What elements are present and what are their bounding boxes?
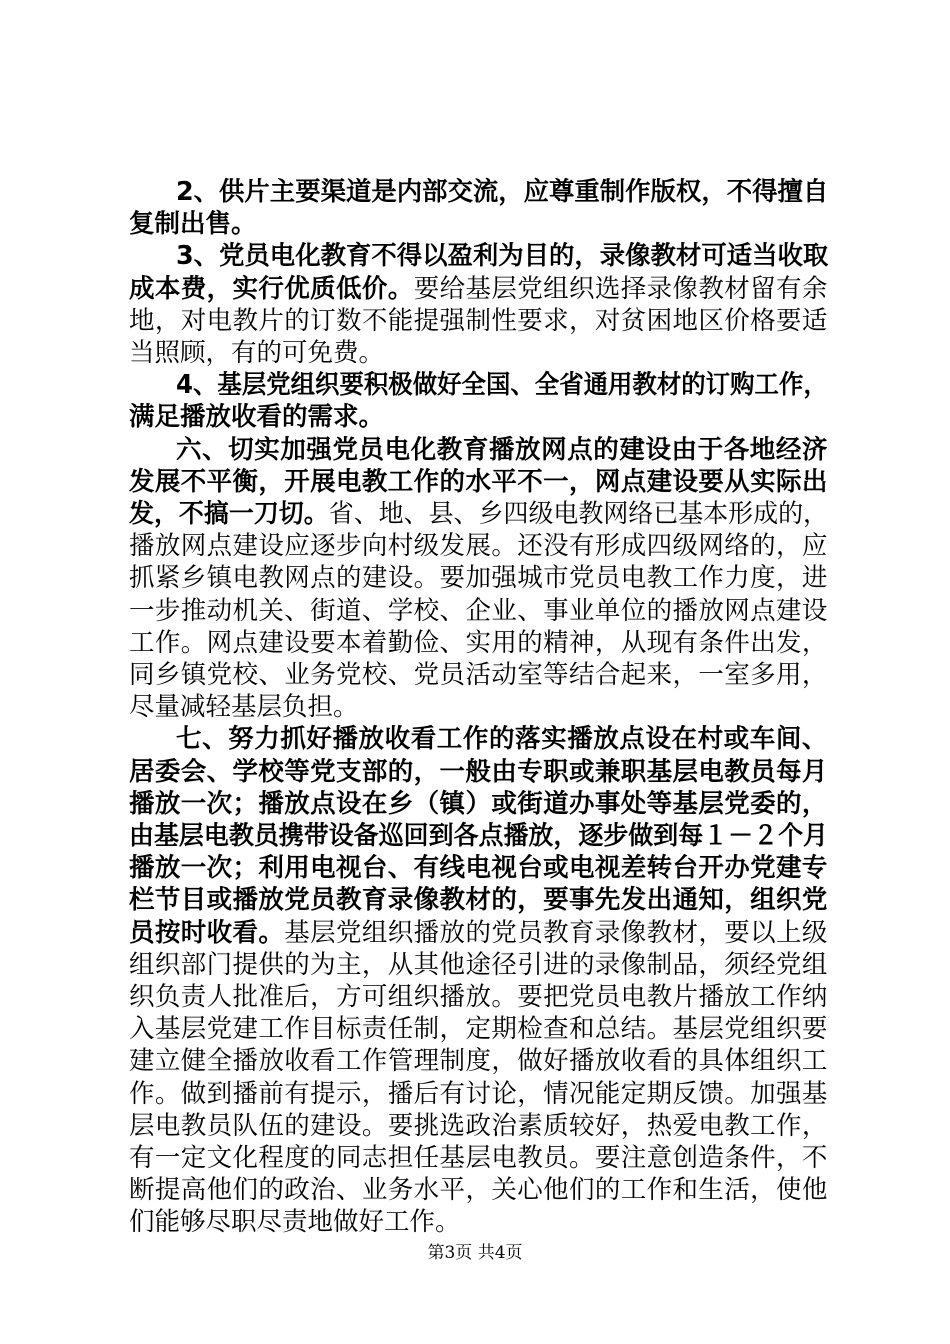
text-line [129,561,828,595]
text-line [129,1205,461,1239]
text-run: 要给基层党组织选择录像教材留有余 [413,274,828,304]
text-line [129,336,384,370]
text-run: 织负责人批准后，方可组织播放。要把党员电教片播放工作纳 [129,982,828,1012]
text-line [129,658,828,692]
text-run: 当照顾，有的可免费。 [129,338,385,368]
text-run: 们能够尽职尽责地做好工作。 [129,1207,461,1237]
bold-text-run: 居委会、学校等党支部的，一般由专职或兼职基层电教员每月 [129,757,828,787]
text-run: 省、地、县、乡四级电教网络已基本形成的， [328,499,829,529]
text-run: 播放网点建设应逐步向村级发展。还没有形成四级网络的，应 [129,531,828,561]
text-line [129,755,828,789]
text-line [129,626,828,660]
bold-text-run: 播放一次；利用电视台、有线电视台或电视差转台开办党建专 [129,853,828,883]
text-line [129,594,828,628]
text-line [129,980,828,1014]
text-line [129,304,828,338]
text-line [176,175,828,209]
text-run: 断提高他们的政治、业务水平，关心他们的工作和生活，使他 [129,1175,828,1205]
text-line [129,851,828,885]
text-line [129,787,828,821]
text-line [129,1109,828,1143]
text-run: 作。做到播前有提示，播后有讨论，情况能定期反馈。加强基 [129,1079,828,1109]
bold-text-run: 六、切实加强党员电化教育播放网点的建设由于各地经济 [176,435,829,465]
text-line [176,433,828,467]
bold-text-run: 发，不搞一刀切。 [129,499,329,529]
text-line [129,272,828,306]
text-line [129,948,828,982]
text-run: 组织部门提供的为主，从其他途径引进的录像制品，须经党组 [129,950,828,980]
text-line [129,400,384,434]
text-run: 入基层党建工作目标责任制，定期检查和总结。基层党组织要 [129,1014,828,1044]
bold-text-run: 2、供片主要渠道是内部交流，应尊重制作版权，不得擅自 [176,177,829,207]
text-run: 建立健全播放收看工作管理制度，做好播放收看的具体组织工 [129,1046,828,1076]
text-line [129,916,828,950]
text-line [129,529,828,563]
text-line [129,497,828,531]
text-line [176,722,828,756]
bold-text-run: 播放一次；播放点设在乡（镇）或街道办事处等基层党委的， [129,789,828,819]
bold-text-run: 员按时收看。 [129,918,285,948]
bold-text-run: 4、基层党组织要积极做好全国、全省通用教材的订购工作， [176,370,828,400]
text-line [176,239,828,273]
text-run: 基层党组织播放的党员教育录像教材，要以上级 [284,918,828,948]
text-line [129,207,257,241]
bold-text-run: 由基层电教员携带设备巡回到各点播放，逐步做到每１－２个月 [129,821,829,851]
text-line [129,819,828,853]
text-line [129,1173,828,1207]
text-run: 工作。网点建设要本着勤俭、实用的精神，从现有条件出发， [129,628,828,658]
bold-text-run: 发展不平衡，开展电教工作的水平不一，网点建设要从实际出 [129,467,828,497]
text-run: 地，对电教片的订数不能提强制性要求，对贫困地区价格要适 [129,306,828,336]
text-run: 抓紧乡镇电教网点的建设。要加强城市党员电教工作力度，进 [129,563,828,593]
text-line [176,368,828,402]
text-line [129,1044,828,1078]
bold-text-run: 满足播放收看的需求。 [129,402,385,432]
text-run: 尽量减轻基层负担。 [129,692,359,722]
bold-text-run: 栏节目或播放党员教育录像教材的，要事先发出通知，组织党 [129,885,828,915]
text-run: 一步推动机关、街道、学校、企业、事业单位的播放网点建设 [129,596,828,626]
bold-text-run: 3、党员电化教育不得以盈利为目的，录像教材可适当收取 [176,241,829,271]
bold-text-run: 七、努力抓好播放收看工作的落实播放点设在村或车间、 [176,724,829,754]
text-run: 有一定文化程度的同志担任基层电教员。要注意创造条件，不 [129,1143,828,1173]
text-run: 同乡镇党校、业务党校、党员活动室等结合起来，一室多用， [129,660,828,690]
text-line [129,1141,828,1175]
text-run: 层电教员队伍的建设。要挑选政治素质较好，热爱电教工作， [129,1111,828,1141]
text-line [129,1077,828,1111]
text-line [129,465,828,499]
text-line [129,1012,828,1046]
text-line [129,690,359,724]
bold-text-run: 复制出售。 [129,209,257,239]
bold-text-run: 成本费，实行优质低价。 [129,274,414,304]
page-footer: 第3页 共4页 [427,1243,523,1263]
text-line [129,883,828,917]
